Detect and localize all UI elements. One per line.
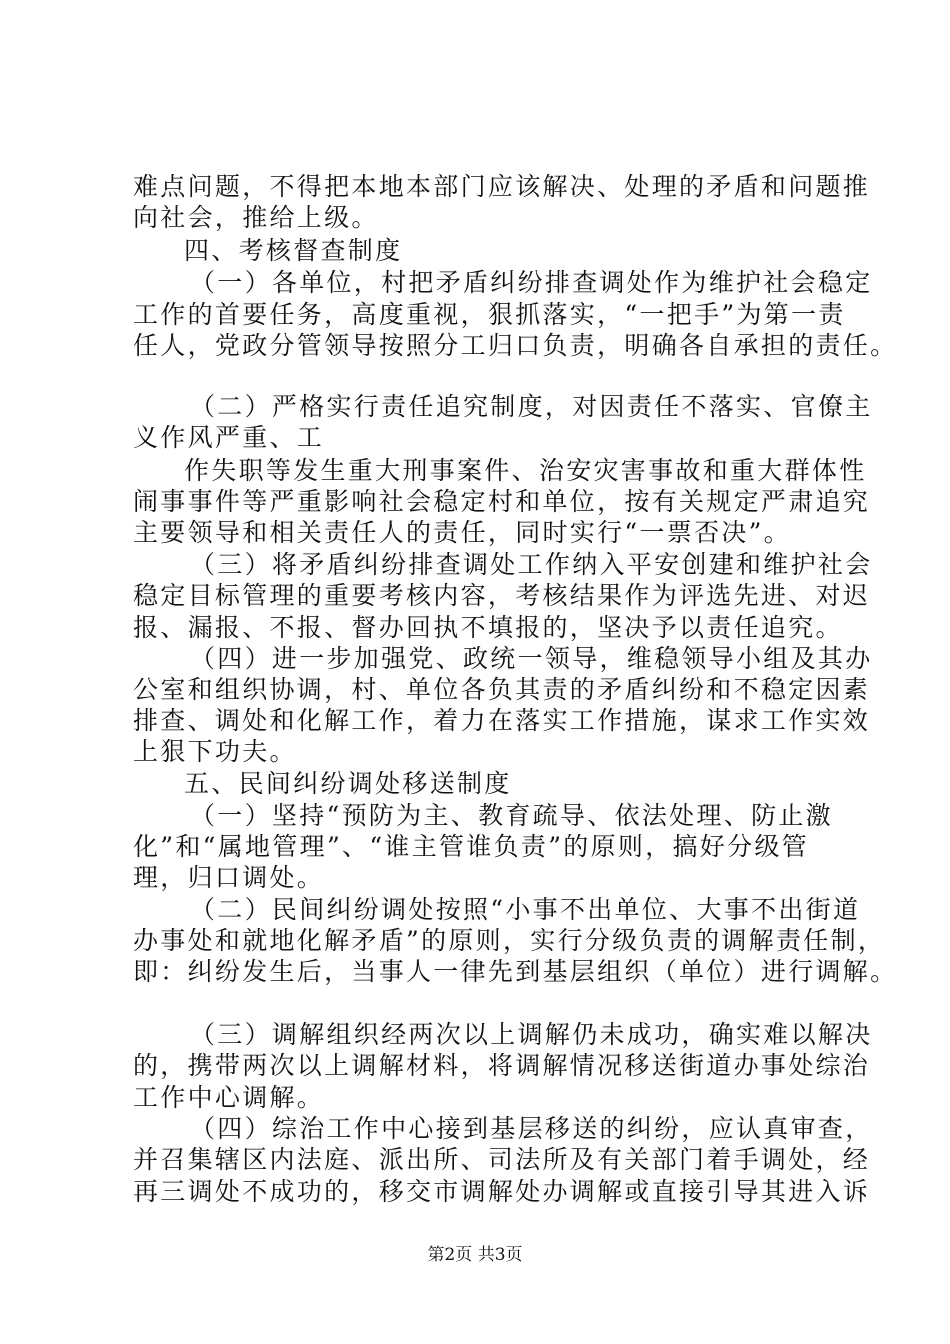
section-heading-4: 四、考核督查制度 xyxy=(184,236,403,265)
body-line-29: （四）综治工作中心接到基层移送的纠纷，应认真审查， xyxy=(190,1114,873,1143)
body-line-7: （二）严格实行责任追究制度，对因责任不落实、官僚主 xyxy=(190,392,873,421)
body-line-15: （四）进一步加强党、政统一领导，维稳领导小组及其办 xyxy=(190,644,873,673)
body-line-1: 难点问题，不得把本地本部门应该解决、处理的矛盾和问题推 xyxy=(133,172,871,201)
body-line-25: 即：纠纷发生后，当事人一律先到基层组织（单位）进行调解。 xyxy=(133,957,898,986)
body-line-23: （二）民间纠纷调处按照“小事不出单位、大事不出街道 xyxy=(190,895,861,924)
body-line-5: 工作的首要任务，高度重视，狠抓落实，“一把手”为第一责 xyxy=(133,300,846,329)
body-line-30: 并召集辖区内法庭、派出所、司法所及有关部门着手调处，经 xyxy=(133,1145,871,1174)
body-line-8: 义作风严重、工 xyxy=(133,423,325,452)
body-line-27: 的，携带两次以上调解材料，将调解情况移送街道办事处综治 xyxy=(133,1051,871,1080)
body-line-10: 闹事事件等严重影响社会稳定村和单位，按有关规定严肃追究 xyxy=(133,487,871,516)
body-line-14: 报、漏报、不报、督办回执不填报的，坚决予以责任追究。 xyxy=(133,613,843,642)
body-line-11: 主要领导和相关责任人的责任，同时实行“一票否决”。 xyxy=(133,518,792,547)
section-heading-5: 五、民间纠纷调处移送制度 xyxy=(184,769,512,798)
body-line-31: 再三调处不成功的，移交市调解处办调解或直接引导其进入诉 xyxy=(133,1177,871,1206)
body-line-4: （一）各单位，村把矛盾纠纷排查调处作为维护社会稳定 xyxy=(190,268,873,297)
body-line-28: 工作中心调解。 xyxy=(133,1083,325,1112)
body-line-12: （三）将矛盾纠纷排查调处工作纳入平安创建和维护社会 xyxy=(190,550,873,579)
body-line-21: 化”和“属地管理”、“谁主管谁负责”的原则，搞好分级管 xyxy=(133,832,810,861)
body-line-6: 任人，党政分管领导按照分工归口负责，明确各自承担的责任。 xyxy=(133,331,898,360)
body-line-26: （三）调解组织经两次以上调解仍未成功，确实难以解决 xyxy=(190,1020,873,1049)
body-line-24: 办事处和就地化解矛盾”的原则，实行分级负责的调解责任制， xyxy=(133,926,886,955)
body-line-13: 稳定目标管理的重要考核内容，考核结果作为评选先进、对迟 xyxy=(133,581,871,610)
body-line-18: 上狠下功夫。 xyxy=(133,737,297,766)
page-number-footer: 第2页 共3页 xyxy=(427,1245,523,1265)
body-line-22: 理，归口调处。 xyxy=(133,863,325,892)
body-line-20: （一）坚持“预防为主、教育疏导、依法处理、防止激 xyxy=(190,801,833,830)
body-line-16: 公室和组织协调，村、单位各负其责的矛盾纠纷和不稳定因素 xyxy=(133,675,871,704)
body-line-2: 向社会，推给上级。 xyxy=(133,203,379,232)
body-line-9: 作失职等发生重大刑事案件、治安灾害事故和重大群体性 xyxy=(184,456,867,485)
body-line-17: 排查、调处和化解工作，着力在落实工作措施，谋求工作实效 xyxy=(133,706,871,735)
